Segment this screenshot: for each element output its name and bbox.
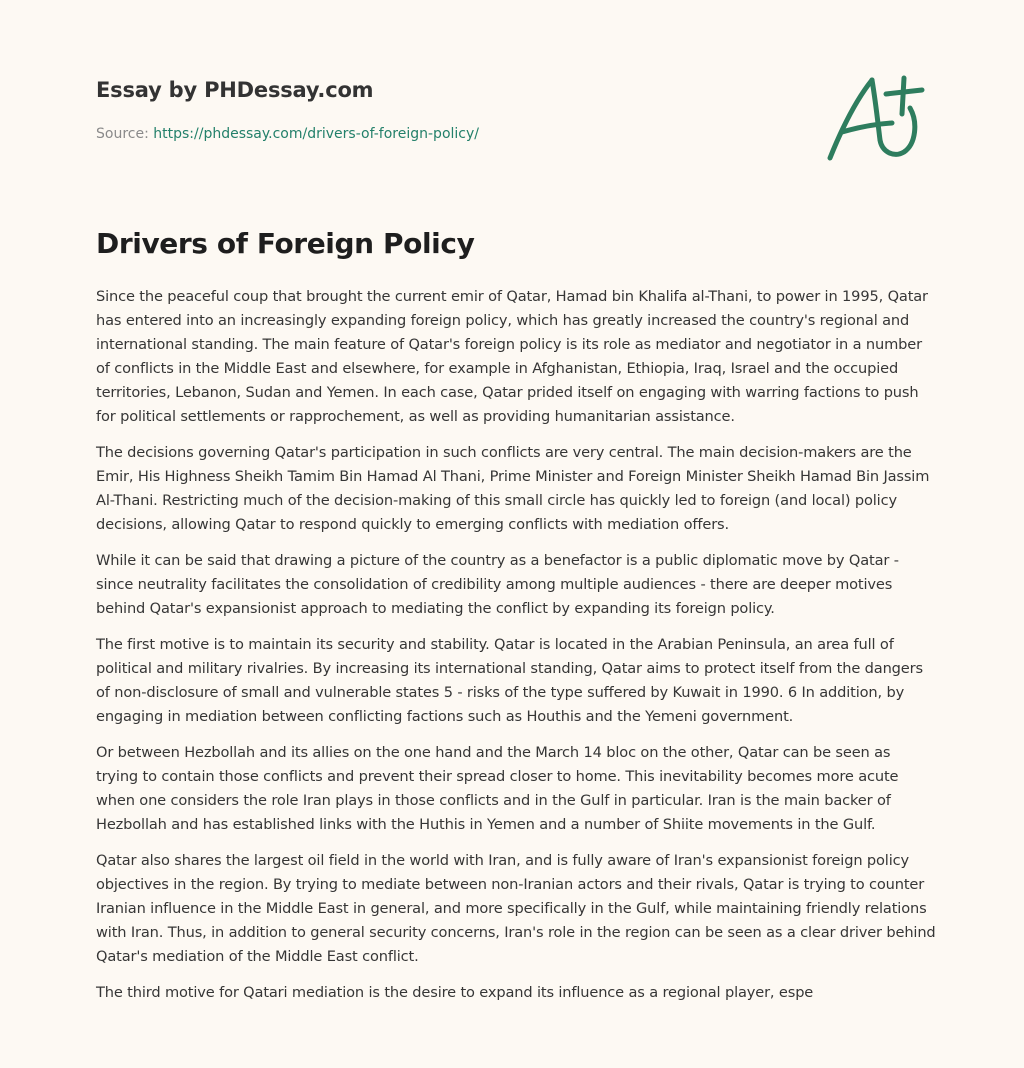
source-label: Source: (96, 126, 149, 142)
paragraph: While it can be said that drawing a picture of the country as a benefactor is a public diplomatic move by Qatar - since neutrality facilitates the consolidation of credibility among multiple audiences - there are deeper motives behind Qatar's expansionist approach to mediating the conflict by expanding its foreign policy. (96, 552, 899, 617)
source-link[interactable]: https://phdessay.com/drivers-of-foreign-policy/ (153, 126, 479, 142)
paragraph: The first motive is to maintain its security and stability. Qatar is located in the Arabian Peninsula, an area full of political and military rivalries. By increasing its international standing, Qatar aims to protect itself from the dangers of non-disclosure of small and vulnerable states 5 - risks of the type suffered by Kuwait in 1990. 6 In addition, by engaging in mediation between conflicting factions such as Houthis and the Yemeni government. (96, 636, 923, 725)
source-line (96, 124, 736, 144)
paragraph: The decisions governing Qatar's participation in such conflicts are very central. The main decision-makers are the Emir, His Highness Sheikh Tamim Bin Hamad Al Thani, Prime Minister and Foreign Minister Sheikh Hamad Bin Jassim Al-Thani. Restricting much of the decision-making of this small circle has quickly led to foreign (and local) policy decisions, allowing Qatar to respond quickly to emerging conflicts with mediation offers. (96, 444, 930, 533)
a-plus-grade-icon (820, 66, 930, 166)
paragraph: The third motive for Qatari mediation is the desire to expand its influence as a regional player, espe (96, 984, 814, 1001)
article-title: Drivers of Foreign Policy (96, 227, 475, 260)
site-title: Essay by PHDessay.com (96, 78, 374, 102)
paragraph: Or between Hezbollah and its allies on the one hand and the March 14 bloc on the other, Qatar can be seen as trying to contain those conflicts and prevent their spread closer to home. This inevitability becomes more acute when one considers the role Iran plays in those conflicts and in the Gulf in particular. Iran is the main backer of Hezbollah and has established links with the Huthis in Yemen and a number of Shiite movements in the Gulf. (96, 744, 899, 833)
paragraph: Qatar also shares the largest oil field in the world with Iran, and is fully aware of Iran's expansionist foreign policy objectives in the region. By trying to mediate between non-Iranian actors and their rivals, Qatar is trying to counter Iranian influence in the Middle East in general, and more specifically in the Gulf, while maintaining friendly relations with Iran. Thus, in addition to general security concerns, Iran's role in the region can be seen as a clear driver behind Qatar's mediation of the Middle East conflict. (96, 852, 936, 965)
page-header (96, 74, 736, 144)
paragraph: Since the peaceful coup that brought the current emir of Qatar, Hamad bin Khalifa al-Thani, to power in 1995, Qatar has entered into an increasingly expanding foreign policy, which has greatly increased the country's regional and international standing. The main feature of Qatar's foreign policy is its role as mediator and negotiator in a number of conflicts in the Middle East and elsewhere, for example in Afghanistan, Ethiopia, Iraq, Israel and the occupied territories, Lebanon, Sudan and Yemen. In each case, Qatar prided itself on engaging with warring factions to push for political settlements or rapprochement, as well as providing humanitarian assistance. (96, 288, 928, 425)
article-body (96, 285, 936, 1017)
